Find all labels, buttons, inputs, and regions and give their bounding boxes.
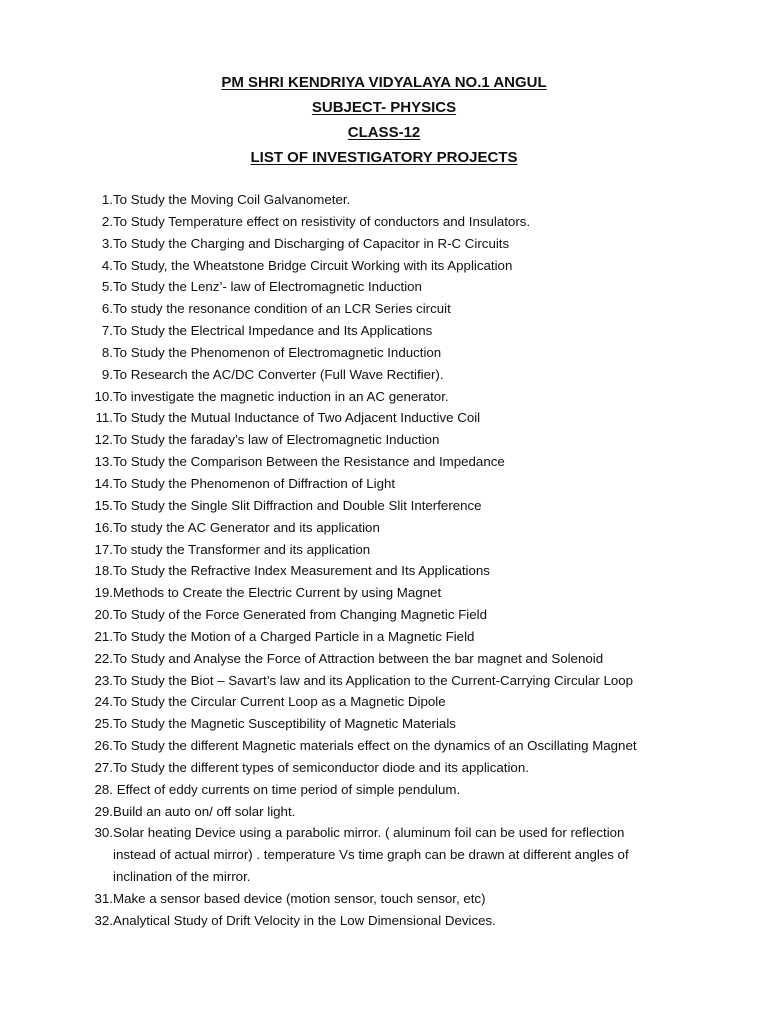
item-text: Solar heating Device using a parabolic mirror. ( aluminum foil can be used for reflection instead of actual mirror) . temperature Vs time graph can be drawn at different angles of inclination of the mirror. <box>113 825 629 885</box>
item-number: 4. <box>101 257 113 273</box>
list-item <box>88 473 688 495</box>
item-number: 32. <box>94 912 113 928</box>
item-text: To Research the AC/DC Converter (Full Wave Rectifier). <box>113 366 444 382</box>
project-list <box>88 189 688 932</box>
list-item <box>88 735 688 757</box>
item-number: 10. <box>94 388 113 404</box>
item-text: To Study the Comparison Between the Resistance and Impedance <box>113 454 505 470</box>
list-item <box>88 320 688 342</box>
document-header <box>0 70 768 170</box>
list-item <box>88 233 688 255</box>
item-text: To study the Transformer and its application <box>113 541 371 557</box>
list-item <box>88 451 688 473</box>
item-number: 31. <box>94 891 113 906</box>
list-item <box>88 407 688 429</box>
item-number: 17. <box>94 541 113 557</box>
list-item <box>88 298 688 320</box>
item-text: Build an auto on/ off solar light. <box>113 803 296 819</box>
item-text: To Study the faraday’s law of Electromagnetic Induction <box>113 432 440 448</box>
item-number: 25. <box>94 716 113 732</box>
item-number: 22. <box>94 650 113 666</box>
list-item <box>88 888 688 910</box>
item-text: To Study the Lenz’- law of Electromagnetic Induction <box>113 279 422 295</box>
list-item <box>88 276 688 298</box>
item-text: To Study the Electrical Impedance and Its Applications <box>113 323 433 339</box>
list-item <box>88 539 688 561</box>
list-item <box>88 670 688 692</box>
item-text: To Study, the Wheatstone Bridge Circuit Working with its Application <box>113 257 513 273</box>
item-number: 13. <box>94 454 113 470</box>
item-number: 28. <box>94 781 113 797</box>
list-item <box>88 604 688 626</box>
item-text: Analytical Study of Drift Velocity in the Low Dimensional Devices. <box>113 912 496 928</box>
list-item <box>88 779 688 801</box>
item-number: 2. <box>101 213 113 229</box>
item-number: 14. <box>94 475 113 491</box>
list-item <box>88 582 688 604</box>
item-text: To Study the different Magnetic materials effect on the dynamics of an Oscillating Magnet <box>113 738 637 754</box>
item-text: To Study the Single Slit Diffraction and Double Slit Interference <box>113 497 482 513</box>
school-name: PM SHRI KENDRIYA VIDYALAYA NO.1 ANGUL <box>221 74 547 91</box>
list-item <box>88 801 688 823</box>
item-text: Make a sensor based device (motion sensor, touch sensor, etc) <box>113 891 486 906</box>
item-number: 23. <box>94 672 113 688</box>
list-title: LIST OF INVESTIGATORY PROJECTS <box>250 149 518 166</box>
item-number: 20. <box>94 607 113 623</box>
item-number: 29. <box>94 803 113 819</box>
item-number: 19. <box>94 585 113 601</box>
list-item <box>88 713 688 735</box>
list-item <box>88 517 688 539</box>
item-text: To Study the Motion of a Charged Particle in a Magnetic Field <box>113 628 475 644</box>
list-item <box>88 757 688 779</box>
item-text: To Study the Phenomenon of Electromagnetic Induction <box>113 344 442 360</box>
item-number: 9. <box>101 366 113 382</box>
list-item <box>88 364 688 386</box>
list-item <box>88 342 688 364</box>
item-text: To Study of the Force Generated from Changing Magnetic Field <box>113 607 487 623</box>
list-item <box>88 429 688 451</box>
item-number: 16. <box>94 519 113 535</box>
list-item <box>88 211 688 233</box>
subject-heading: SUBJECT- PHYSICS <box>311 99 457 116</box>
item-number: 27. <box>94 759 113 775</box>
list-item <box>88 648 688 670</box>
item-text: To Study the Phenomenon of Diffraction of Light <box>113 475 396 491</box>
item-number: 26. <box>94 738 113 754</box>
item-text: Effect of eddy currents on time period of simple pendulum. <box>113 781 461 797</box>
item-text: To Study Temperature effect on resistivity of conductors and Insulators. <box>113 213 531 229</box>
item-number: 21. <box>94 628 113 644</box>
list-item <box>88 386 688 408</box>
item-text: To investigate the magnetic induction in an AC generator. <box>113 388 449 404</box>
item-text: To Study and Analyse the Force of Attraction between the bar magnet and Solenoid <box>113 650 604 666</box>
item-number: 8. <box>101 344 113 360</box>
item-text: To Study the Magnetic Susceptibility of Magnetic Materials <box>113 716 456 732</box>
item-text: To Study the different types of semiconductor diode and its application. <box>113 759 529 775</box>
list-item <box>88 822 688 888</box>
item-text: Methods to Create the Electric Current by using Magnet <box>113 585 442 601</box>
list-item <box>88 189 688 211</box>
list-item <box>88 910 688 932</box>
item-number: 3. <box>101 235 113 251</box>
item-number: 7. <box>101 323 113 339</box>
item-number: 5. <box>101 279 113 295</box>
item-number: 30. <box>94 825 113 841</box>
item-number: 18. <box>94 563 113 579</box>
item-text: To Study the Circular Current Loop as a Magnetic Dipole <box>113 694 446 710</box>
item-text: To Study the Moving Coil Galvanometer. <box>113 192 351 207</box>
item-number: 12. <box>94 432 113 448</box>
item-text: To Study the Refractive Index Measurement and Its Applications <box>113 563 490 579</box>
item-number: 24. <box>94 694 113 710</box>
list-item <box>88 560 688 582</box>
item-text: To Study the Charging and Discharging of Capacitor in R-C Circuits <box>113 235 510 251</box>
item-number: 6. <box>101 301 113 317</box>
item-text: To study the AC Generator and its application <box>113 519 380 535</box>
class-heading: CLASS-12 <box>347 124 421 141</box>
item-text: To study the resonance condition of an LCR Series circuit <box>113 301 451 317</box>
list-item <box>88 626 688 648</box>
item-text: To Study the Mutual Inductance of Two Adjacent Inductive Coil <box>113 410 481 426</box>
list-item <box>88 255 688 277</box>
item-number: 11. <box>95 410 113 426</box>
item-number: 1. <box>101 192 113 207</box>
list-item <box>88 495 688 517</box>
item-number: 15. <box>94 497 113 513</box>
item-text: To Study the Biot – Savart’s law and its Application to the Current-Carrying Circular Loop <box>113 672 634 688</box>
list-item <box>88 691 688 713</box>
